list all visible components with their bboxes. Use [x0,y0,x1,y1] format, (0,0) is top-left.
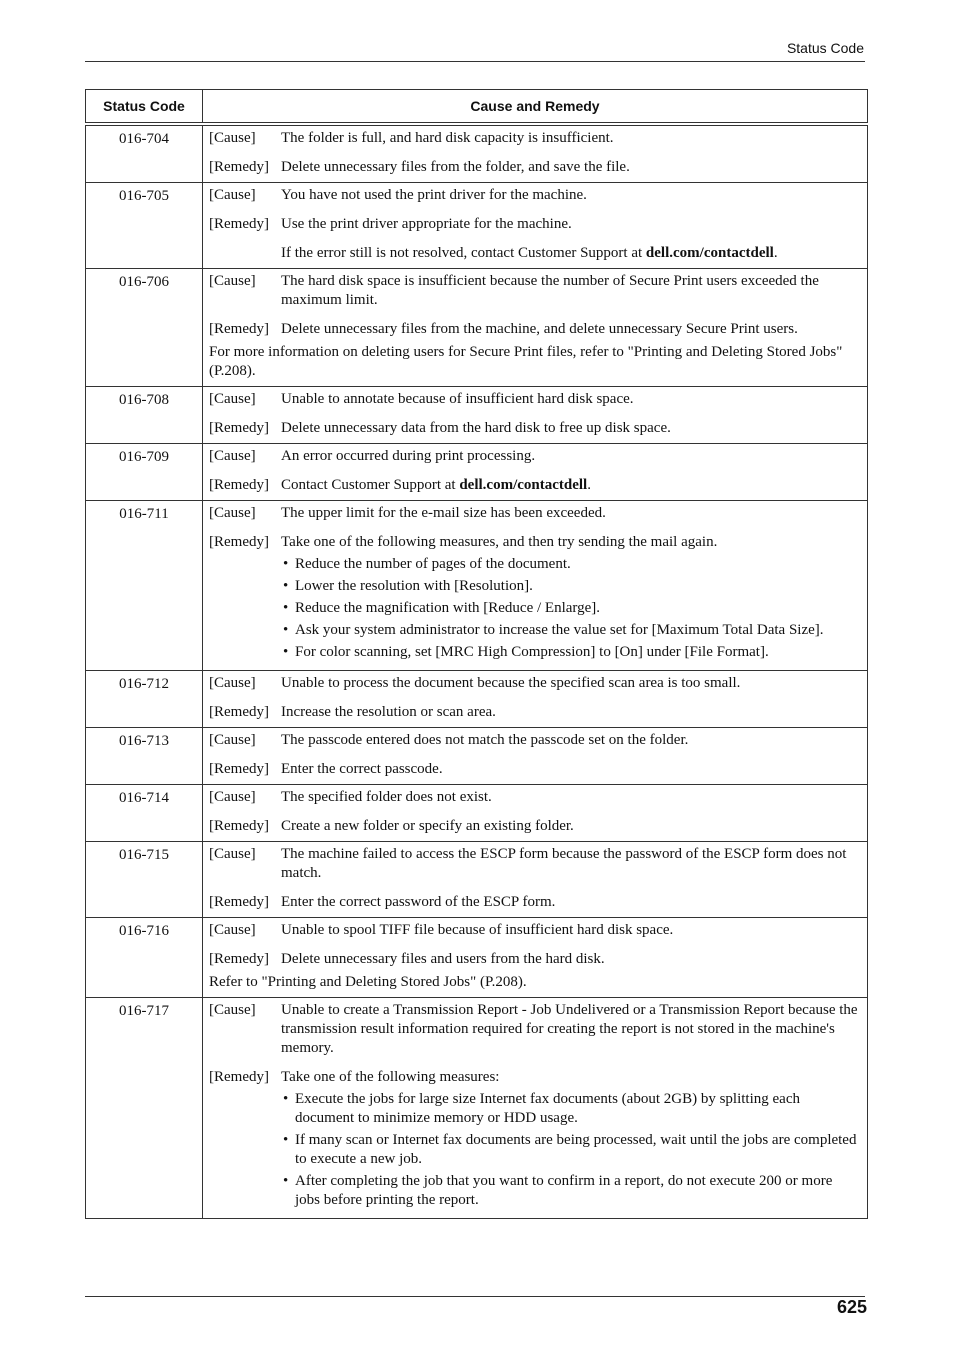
remedy-label: [Remedy] [209,818,269,834]
status-code: 016-704 [86,124,203,183]
table-row [86,269,868,387]
support-link[interactable]: dell.com/contactdell [645,245,774,261]
remedy-label: [Remedy] [209,420,269,436]
cause-label: [Cause] [209,273,256,289]
remedy-label: [Remedy] [209,159,269,175]
cause-label: [Cause] [209,505,256,521]
status-code: 016-706 [86,269,203,387]
cause-remedy-cell [203,918,868,998]
cause-line [209,1001,861,1058]
cause-text: The machine failed to access the ESCP form because the password of the ESCP form does not match. [281,846,847,881]
list-item: • Ask your system administrator to increase the value set for [Maximum Total Data Size]. [281,621,861,640]
remedy-line [209,533,861,552]
table-row [86,444,868,501]
list-item: • If many scan or Internet fax documents are being processed, wait until the jobs are completed to execute a new job. [281,1131,861,1169]
cause-label: [Cause] [209,391,256,407]
cause-label: [Cause] [209,922,256,938]
cause-text: The hard disk space is insufficient because the number of Secure Print users exceeded the maximum limit. [281,273,819,308]
status-code: 016-716 [86,918,203,998]
remedy-line [209,893,861,912]
cause-remedy-cell [203,183,868,269]
cause-text: Unable to process the document because the specified scan area is too small. [281,675,741,691]
cause-remedy-cell [203,842,868,918]
support-link[interactable]: dell.com/contactdell [459,477,588,493]
remedy-line [209,1068,861,1087]
footer-rule [85,1296,865,1297]
remedy-continuation [209,244,861,263]
cause-text: Unable to create a Transmission Report - Job Undelivered or a Transmission Report because the transmission result information required for creating the report is not stored in the machine's memory. [281,1002,858,1056]
remedy-label: [Remedy] [209,321,269,337]
remedy-text: Enter the correct password of the ESCP form. [281,894,556,910]
measures-list [281,1090,861,1210]
status-code: 016-713 [86,728,203,785]
remedy-end: . [773,245,778,261]
status-code: 016-708 [86,387,203,444]
list-item: • Execute the jobs for large size Internet fax documents (about 2GB) by splitting each document to minimize memory or HDD usage. [281,1090,861,1128]
remedy-line [209,950,861,969]
status-code: 016-709 [86,444,203,501]
remedy-text: Delete unnecessary files and users from the hard disk. [281,951,605,967]
cause-text: The passcode entered does not match the passcode set on the folder. [281,732,689,748]
status-code: 016-715 [86,842,203,918]
remedy-end: . [587,477,591,493]
cause-label: [Cause] [209,130,256,146]
remedy-text: Delete unnecessary data from the hard disk to free up disk space. [281,420,671,436]
header-rule [85,61,865,62]
list-item: • For color scanning, set [MRC High Compression] to [On] under [File Format]. [281,643,861,662]
remedy-text: Take one of the following measures, and then try sending the mail again. [281,534,718,550]
table-row [86,501,868,671]
cause-text: Unable to spool TIFF file because of insufficient hard disk space. [281,922,674,938]
remedy-label: [Remedy] [209,761,269,777]
cause-line [209,272,861,310]
cause-text: The specified folder does not exist. [281,789,492,805]
remedy-line [209,703,861,722]
cause-label: [Cause] [209,187,256,203]
list-item: • Lower the resolution with [Resolution]. [281,577,861,596]
list-item: • Reduce the magnification with [Reduce / Enlarge]. [281,599,861,618]
reference-note: For more information on deleting users for Secure Print files, refer to "Printing and Deleting Stored Jobs" (P.208). [209,344,843,379]
status-code: 016-714 [86,785,203,842]
cause-label: [Cause] [209,732,256,748]
cause-remedy-cell [203,124,868,183]
cause-label: [Cause] [209,448,256,464]
cause-line [209,845,861,883]
column-header-status-code: Status Code [86,90,203,125]
remedy-label: [Remedy] [209,894,269,910]
cause-label: [Cause] [209,789,256,805]
cause-remedy-cell [203,998,868,1219]
table-row [86,918,868,998]
remedy-text: Enter the correct passcode. [281,761,443,777]
cause-line [209,788,861,807]
remedy-text: Use the print driver appropriate for the machine. [281,216,572,232]
cause-text: The folder is full, and hard disk capacity is insufficient. [281,130,614,146]
cause-line [209,674,861,693]
remedy-line [209,215,861,234]
cause-remedy-cell [203,671,868,728]
cause-label: [Cause] [209,1002,256,1018]
list-item: • Reduce the number of pages of the document. [281,555,861,574]
remedy-text: Delete unnecessary files from the folder, and save the file. [281,159,630,175]
table-row [86,785,868,842]
measures-list [281,555,861,662]
remedy-line [209,817,861,836]
table-row [86,387,868,444]
status-code: 016-711 [86,501,203,671]
cause-line [209,390,861,409]
remedy-text: Contact Customer Support at [281,477,460,493]
cause-remedy-cell [203,444,868,501]
cause-line [209,504,861,523]
cause-line [209,186,861,205]
remedy-line [209,320,861,339]
page-number: 625 [836,1297,867,1317]
cause-remedy-cell [203,269,868,387]
cause-label: [Cause] [209,675,256,691]
remedy-label: [Remedy] [209,951,269,967]
remedy-text: Delete unnecessary files from the machine, and delete unnecessary Secure Print users. [281,321,798,337]
cause-text: An error occurred during print processing. [281,448,536,464]
remedy-text: Increase the resolution or scan area. [281,704,496,720]
list-item: • After completing the job that you want to confirm in a report, do not execute 200 or more jobs before printing the report. [281,1172,861,1210]
remedy-line [209,158,861,177]
cause-label: [Cause] [209,846,256,862]
cause-remedy-cell [203,785,868,842]
remedy-label: [Remedy] [209,704,269,720]
remedy-line [209,419,861,438]
table-header-row [86,90,868,125]
status-code-table [85,89,868,1219]
remedy-text: Create a new folder or specify an existing folder. [281,818,574,834]
status-code: 016-712 [86,671,203,728]
cause-remedy-cell [203,387,868,444]
status-code: 016-717 [86,998,203,1219]
cause-line [209,129,861,148]
table-row [86,728,868,785]
cause-text: Unable to annotate because of insufficient hard disk space. [281,391,634,407]
cause-line [209,731,861,750]
remedy-text: Take one of the following measures: [281,1069,500,1085]
table-row [86,183,868,269]
table-row [86,842,868,918]
remedy-label: [Remedy] [209,534,269,550]
remedy-label: [Remedy] [209,1069,269,1085]
cause-text: The upper limit for the e-mail size has been exceeded. [281,505,606,521]
cause-line [209,447,861,466]
remedy-line [209,476,861,495]
cause-remedy-cell [203,728,868,785]
table-row [86,998,868,1219]
status-code: 016-705 [86,183,203,269]
remedy-label: [Remedy] [209,477,269,493]
running-header: Status Code [786,40,864,56]
cause-line [209,921,861,940]
cause-text: You have not used the print driver for the machine. [281,187,587,203]
remedy-label: [Remedy] [209,216,269,232]
cause-remedy-cell [203,501,868,671]
column-header-cause-remedy: Cause and Remedy [203,90,868,125]
table-row [86,124,868,183]
remedy-cont-text: If the error still is not resolved, contact Customer Support at [281,245,646,261]
table-row [86,671,868,728]
reference-note: Refer to "Printing and Deleting Stored Jobs" (P.208). [209,974,527,990]
remedy-line [209,760,861,779]
